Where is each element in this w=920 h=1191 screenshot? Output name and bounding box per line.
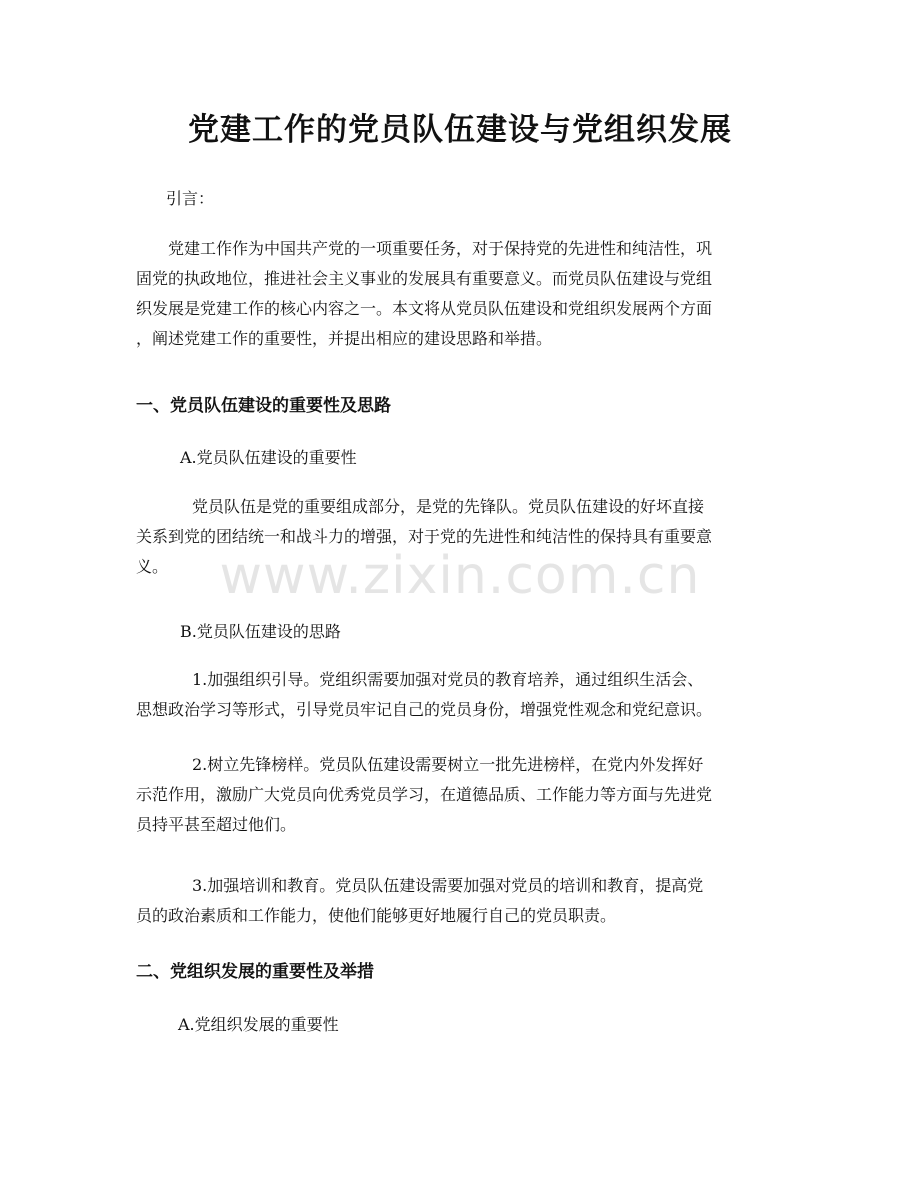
section-1-a-line-3: 义。 [136, 557, 169, 576]
intro-line-1: 党建工作作为中国共产党的一项重要任务，对于保持党的先进性和纯洁性，巩 [168, 239, 713, 258]
watermark: www.zixin.com.cn [219, 546, 701, 606]
intro-paragraph [136, 234, 712, 354]
section-2-heading: 二、党组织发展的重要性及举措 [136, 962, 374, 982]
section-1-a-title: A.党员队伍建设的重要性 [180, 448, 357, 467]
document-title: 党建工作的党员队伍建设与党组织发展 [188, 112, 732, 148]
section-2-a-title: A.党组织发展的重要性 [178, 1015, 339, 1034]
point-1-paragraph [136, 665, 712, 725]
intro-label: 引言： [166, 189, 215, 208]
section-1-a-line-1: 党员队伍是党的重要组成部分，是党的先锋队。党员队伍建设的好坏直接 [192, 497, 705, 516]
point-2-line-2: 示范作用，激励广大党员向优秀党员学习，在道德品质、工作能力等方面与先进党 [136, 785, 713, 804]
point-1-line-2: 思想政治学习等形式，引导党员牢记自己的党员身份，增强党性观念和党纪意识。 [136, 700, 713, 719]
intro-line-2: 固党的执政地位，推进社会主义事业的发展具有重要意义。而党员队伍建设与党组 [136, 269, 713, 288]
section-1-heading: 一、党员队伍建设的重要性及思路 [136, 396, 391, 416]
intro-line-3: 织发展是党建工作的核心内容之一。本文将从党员队伍建设和党组织发展两个方面 [136, 299, 713, 318]
point-2-paragraph [136, 750, 712, 840]
intro-line-4: ，阐述党建工作的重要性，并提出相应的建设思路和举措。 [136, 329, 553, 348]
point-3-line-1: 3.加强培训和教育。党员队伍建设需要加强对党员的培训和教育，提高党 [192, 876, 704, 895]
section-1-b-title: B.党员队伍建设的思路 [180, 622, 341, 641]
point-1-line-1: 1.加强组织引导。党组织需要加强对党员的教育培养，通过组织生活会、 [192, 670, 704, 689]
point-3-paragraph [136, 871, 703, 931]
point-2-line-1: 2.树立先锋榜样。党员队伍建设需要树立一批先进榜样，在党内外发挥好 [192, 755, 704, 774]
point-2-line-3: 员持平甚至超过他们。 [136, 815, 297, 834]
section-1-a-paragraph [136, 492, 712, 582]
section-1-a-line-2: 关系到党的团结统一和战斗力的增强，对于党的先进性和纯洁性的保持具有重要意 [136, 527, 713, 546]
point-3-line-2: 员的政治素质和工作能力，使他们能够更好地履行自己的党员职责。 [136, 906, 617, 925]
